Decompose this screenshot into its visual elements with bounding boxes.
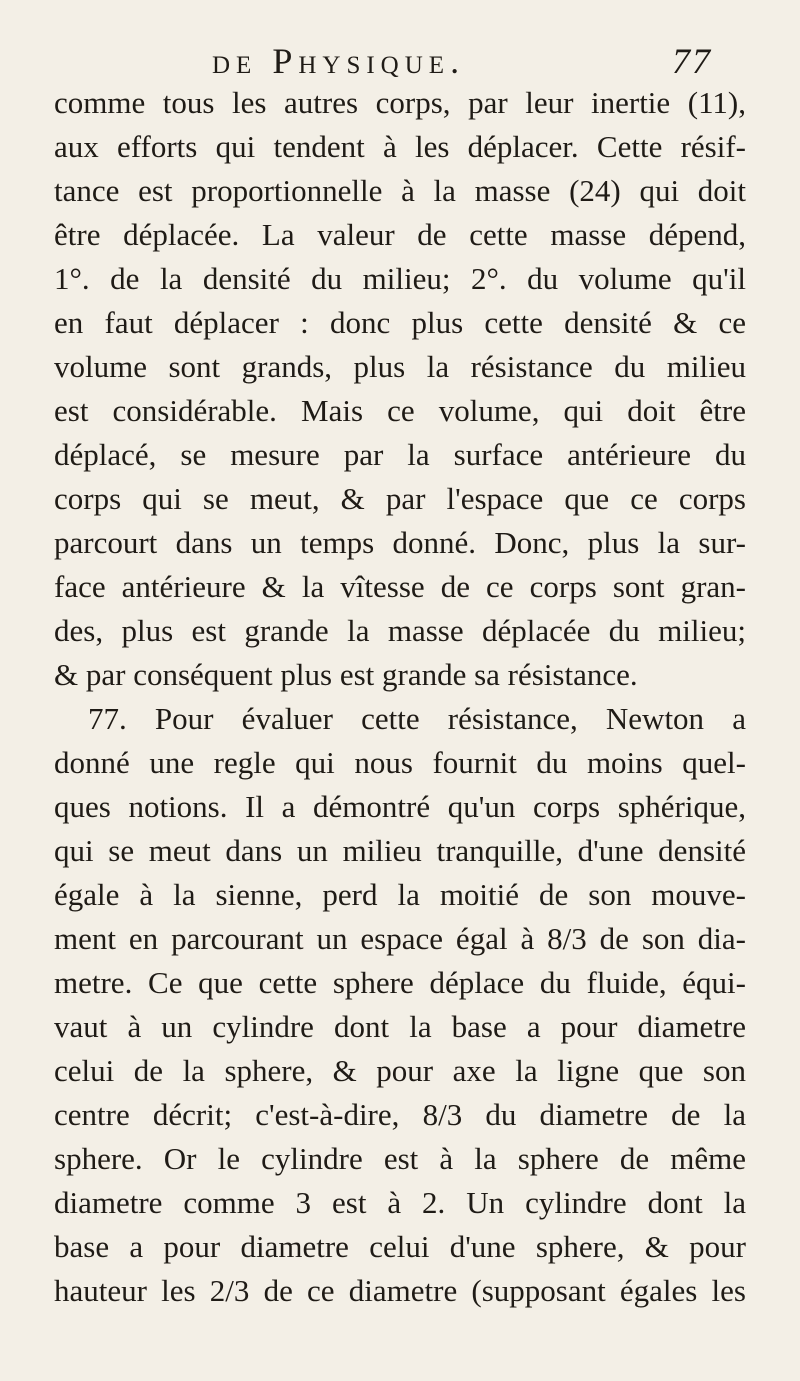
text-line: centre décrit; c'est-à-dire, 8/3 du diametre de la — [54, 1097, 746, 1132]
text-line: & par conséquent plus est grande sa résistance. — [54, 657, 638, 692]
text-line: ment en parcourant un espace égal à 8/3 de son dia- — [54, 921, 746, 956]
text-line: qui se meut dans un milieu tranquille, d'une densité — [54, 833, 746, 868]
text-line: aux efforts qui tendent à les déplacer. Cette résif- — [54, 129, 746, 164]
text-line: parcourt dans un temps donné. Donc, plus la sur- — [54, 525, 746, 560]
text-line: des, plus est grande la masse déplacée du milieu; — [54, 613, 746, 648]
text-line: ques notions. Il a démontré qu'un corps sphérique, — [54, 789, 746, 824]
text-line: donné une regle qui nous fournit du moins quel- — [54, 745, 746, 780]
text-line: hauteur les 2/3 de ce diametre (supposant égales les — [54, 1273, 746, 1308]
text-line: diametre comme 3 est à 2. Un cylindre dont la — [54, 1185, 746, 1220]
paragraph-start-line: 77. Pour évaluer cette résistance, Newton a — [88, 701, 746, 736]
text-line: comme tous les autres corps, par leur inertie (11), — [54, 85, 746, 120]
running-title: de Physique. — [212, 41, 466, 81]
text-line: celui de la sphere, & pour axe la ligne que son — [54, 1053, 746, 1088]
text-line: face antérieure & la vîtesse de ce corps sont gran- — [54, 569, 746, 604]
text-line: corps qui se meut, & par l'espace que ce corps — [54, 481, 746, 516]
text-line: 1°. de la densité du milieu; 2°. du volume qu'il — [54, 261, 746, 296]
text-line: metre. Ce que cette sphere déplace du fluide, équi- — [54, 965, 746, 1000]
text-line: en faut déplacer : donc plus cette densité & ce — [54, 305, 746, 340]
text-line: égale à la sienne, perd la moitié de son mouve- — [54, 877, 746, 912]
text-line: déplacé, se mesure par la surface antérieure du — [54, 437, 746, 472]
text-line: vaut à un cylindre dont la base a pour diametre — [54, 1009, 746, 1044]
text-line: sphere. Or le cylindre est à la sphere de même — [54, 1141, 746, 1176]
text-line: volume sont grands, plus la résistance du milieu — [54, 349, 746, 384]
text-line: tance est proportionnelle à la masse (24) qui doit — [54, 173, 746, 208]
page-number: 77 — [672, 41, 712, 81]
text-line: être déplacée. La valeur de cette masse dépend, — [54, 217, 746, 252]
text-line: base a pour diametre celui d'une sphere, & pour — [54, 1229, 746, 1264]
text-line: est considérable. Mais ce volume, qui doit être — [54, 393, 746, 428]
